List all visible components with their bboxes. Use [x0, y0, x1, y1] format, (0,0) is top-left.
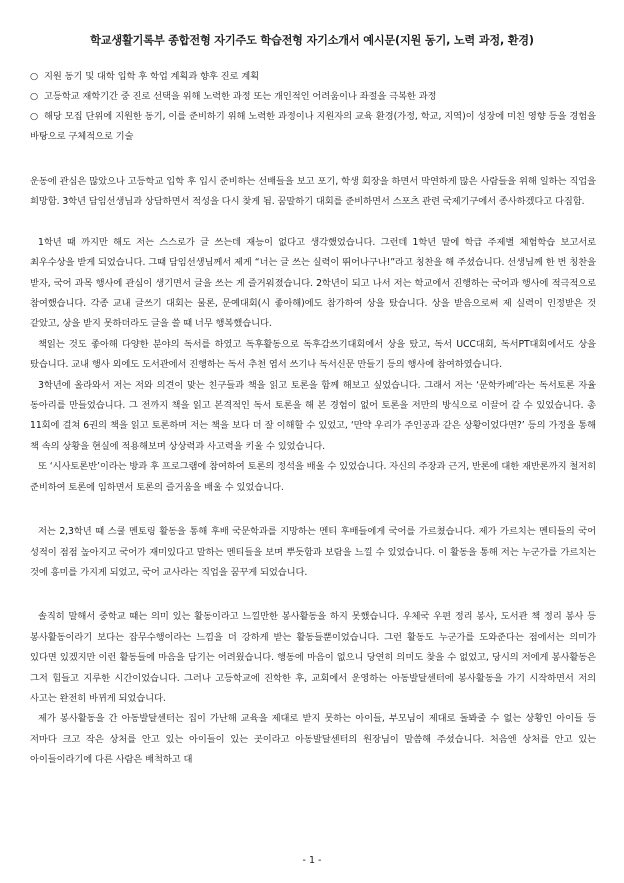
page-number: - 1 -: [302, 855, 322, 866]
document-title: 학교생활기록부 종합전형 자기주도 학습전형 자기소개서 예시문(지원 동기, 노력 과정, 환경): [90, 34, 534, 47]
guide-item: ○ 지원 동기 및 대학 입학 후 학업 계획과 향후 진로 계획: [30, 67, 596, 87]
paragraph-mentoring: 저는 2,3학년 때 스쿨 멘토링 활동을 통해 후배 국문학과를 지망하는 멘티 후배들에게 국어를 가르쳤습니다. 제가 가르치는 멘티들의 국어 성적이 점점 높아지고 국어가 재미있다고 말하는 멘티들을 보며 뿌듯함과 보람을 느낄 수 있었습니다. 이 활동을 통해 저는 누군가를 가르치는 것에 흥미를 가지게 되었고, 국어 교사라는 직업을 꿈꾸게 되었습니다.: [30, 526, 596, 578]
guide-item: ○ 고등학교 재학기간 중 진로 선택을 위해 노력한 과정 또는 개인적인 어려움이나 좌절을 극복한 과정: [30, 87, 596, 107]
paragraph-writing: 1학년 때 까지만 해도 저는 스스로가 글 쓰는데 재능이 없다고 생각했었습니다. 그런데 1학년 말에 학급 주제별 체험학습 보고서로 최우수상을 받게 되었습니다. 그때 담임선생님께서 제게 “너는 글 쓰는 실력이 뛰어나구나!”라고 칭찬을 해 주셨습니다. 선생님께 한 번 칭찬을 받자, 국어 과목 행사에 관심이 생기면서 글을 쓰는 게 즐거워졌습니다. 2학년이 되고 나서 저는 학교에서 진행하는 국어과 행사에 적극적으로 참여했습니다. 각종 교내 글쓰기 대회는 물론, 문예대회(시 좋아해)에도 참가하여 상을 탔습니다. 상을 받음으로써 제 실력이 인정받은 것 같았고, 상을 받지 못하더라도 글을 쓸 때 너무 행복했습니다.: [30, 236, 596, 330]
paragraph-debate-program: 또 ‘시사토론반’이라는 방과 후 프로그램에 참여하여 토론의 정석을 배울 수 있었습니다. 자신의 주장과 근거, 반론에 대한 재반론까지 철저히 준비하여 토론에 임하면서 토론의 즐거움을 배울 수 있었습니다.: [30, 461, 596, 493]
paragraph-reading: 책읽는 것도 좋아해 다양한 분야의 독서를 하였고 독후활동으로 독후감쓰기대회에서 상을 탔고, 독서 UCC대회, 독서PT대회에서도 상을 탔습니다. 교내 행사 외에도 도서관에서 진행하는 독서 추천 엽서 쓰기나 독서신문 만들기 등의 행사에 참여하였습니다.: [30, 338, 596, 371]
essay-body: [30, 172, 596, 771]
guide-list: [30, 67, 596, 147]
paragraph-child-center: 제가 봉사활동을 간 아동발달센터는 집이 가난해 교육을 제대로 받지 못하는 아이들, 부모님이 제대로 돌봐줄 수 없는 상황인 아이들 등 저마다 크고 작은 상처를 안고 있는 아이들이 있는 곳이라고 아동발달센터의 원장님이 말씀해 주셨습니다. 처음엔 상처를 안고 있는 아이들이라기에 다른 사람은 배척하고 대: [30, 713, 596, 766]
circle-bullet-icon: ○: [30, 91, 39, 102]
circle-bullet-icon: ○: [30, 71, 39, 82]
paragraph-motivation: 운동에 관심은 많았으나 고등학교 입학 후 입시 준비하는 선배들을 보고 포기, 학생 회장을 하면서 막연하게 많은 사람들을 위해 일하는 직업을 희망함. 3학년 담임선생님과 상담하면서 적성을 다시 찾게 됨. 꿈말하기 대회를 준비하면서 스포츠 관련 국제기구에서 종사하겠다고 다짐함.: [30, 176, 596, 208]
guide-item: ○ 해당 모집 단위에 지원한 동기, 이를 준비하기 위해 노력한 과정이나 지원자의 교육 환경(가정, 학교, 지역)이 성장에 미친 영향 등을 경험을 바탕으로 구체적으로 기술: [30, 107, 596, 147]
circle-bullet-icon: ○: [30, 111, 39, 122]
paragraph-volunteer: 솔직히 말해서 중학교 때는 의미 있는 활동이라고 느낄만한 봉사활동을 하지 못했습니다. 우체국 우편 정리 봉사, 도서관 책 정리 봉사 등 봉사활동이라기 보다는 잡무수행이라는 느낌을 더 강하게 받는 활동들뿐이었습니다. 그런 활동도 누군가를 도와준다는 점에서는 의미가 있다면 있겠지만 이런 활동들에 마음을 담기는 어려웠습니다. 행동에 마음이 없으니 당연히 의미도 찾을 수 없었고, 당시의 저에게 봉사활동은 그저 힘들고 지루한 시간이었습니다. 그러나 고등학교에 진학한 후, 교회에서 운영하는 아동발달센터에 봉사활동을 가기 시작하면서 저의 사고는 완전히 바뀌게 되었습니다.: [30, 611, 596, 704]
paragraph-discussion-club: 3학년에 올라와서 저는 저와 의견이 맞는 친구들과 책을 읽고 토론을 함께 해보고 싶었습니다. 그래서 저는 ‘문학카페’라는 독서토론 자율 동아리를 만들었습니다. 그 전까지 책을 읽고 본격적인 독서 토론을 해 본 경험이 없어 토론을 저만의 방식으로 이끌어 갈 수 있었습니다. 총 11회에 걸쳐 6권의 책을 읽고 토론하며 저는 책을 보다 더 잘 이해할 수 있었고, ‘만약 우리가 주인공과 같은 상황이었다면?’ 등의 가정을 통해 책 속의 상황을 현실에 적용해보며 상상력과 사고력을 키울 수 있었습니다.: [30, 379, 596, 452]
